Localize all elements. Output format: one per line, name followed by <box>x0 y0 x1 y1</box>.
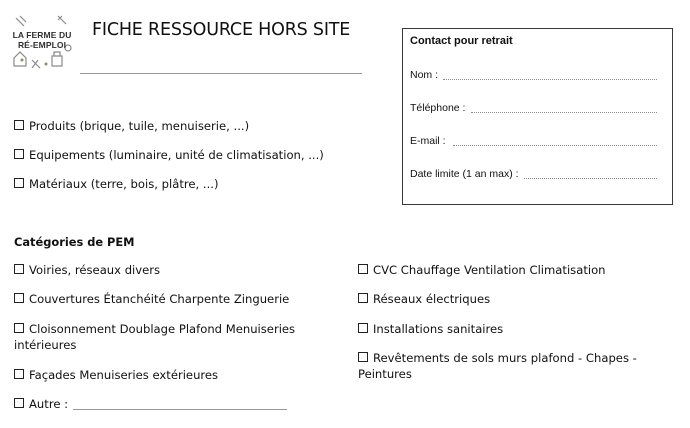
checkbox[interactable] <box>14 120 24 130</box>
contact-phone-field[interactable] <box>471 112 657 113</box>
checkbox[interactable] <box>14 293 24 303</box>
checkbox-label: Couvertures Étanchéité Charpente Zinguerie <box>29 292 290 306</box>
checkbox[interactable] <box>358 264 368 274</box>
category-roofing[interactable] <box>14 291 289 307</box>
resource-type-materials[interactable] <box>14 176 218 192</box>
logo-text-line1: LA FERME DU <box>12 30 72 40</box>
checkbox-label: Réseaux électriques <box>373 292 491 306</box>
checkbox[interactable] <box>14 178 24 188</box>
checkbox[interactable] <box>358 352 368 362</box>
checkbox-label: Cloisonnement Doublage Plafond Menuiseries intérieures <box>14 322 296 352</box>
category-facades[interactable] <box>14 367 218 383</box>
checkbox-label: Produits (brique, tuile, menuiserie, ...) <box>29 119 250 133</box>
category-partitioning[interactable] <box>14 321 299 353</box>
title-underline <box>80 73 362 74</box>
logo <box>10 12 74 76</box>
checkbox[interactable] <box>14 264 24 274</box>
resource-type-products[interactable] <box>14 118 249 134</box>
category-plumbing[interactable] <box>358 321 503 337</box>
checkbox[interactable] <box>14 369 24 379</box>
checkbox-label: Voiries, réseaux divers <box>29 263 161 277</box>
contact-email-label: E-mail : <box>410 135 446 147</box>
contact-box <box>402 28 673 205</box>
category-other[interactable] <box>14 396 68 412</box>
logo-text-line2: RÉ-EMPLOI <box>17 40 67 50</box>
checkbox[interactable] <box>14 323 24 333</box>
category-roads[interactable] <box>14 262 160 278</box>
checkbox[interactable] <box>358 293 368 303</box>
checkbox-label: Autre : <box>29 397 69 411</box>
contact-name-field[interactable] <box>443 79 657 80</box>
checkbox-label: Matériaux (terre, bois, plâtre, ...) <box>29 177 219 191</box>
category-coverings[interactable] <box>358 350 648 382</box>
contact-name-label: Nom : <box>410 69 439 81</box>
checkbox-label: Installations sanitaires <box>373 322 504 336</box>
contact-deadline-label: Date limite (1 an max) : <box>410 168 519 180</box>
checkbox-label: Equipements (luminaire, unité de climatisation, ...) <box>29 148 324 162</box>
checkbox-label: Revêtements de sols murs plafond - Chapes - Peintures <box>358 351 637 381</box>
other-input-line[interactable] <box>73 409 287 410</box>
category-hvac[interactable] <box>358 262 606 278</box>
contact-deadline-field[interactable] <box>524 178 657 179</box>
contact-email-field[interactable] <box>453 145 657 146</box>
checkbox[interactable] <box>14 149 24 159</box>
contact-phone-label: Téléphone : <box>410 102 466 114</box>
checkbox[interactable] <box>358 323 368 333</box>
checkbox-label: CVC Chauffage Ventilation Climatisation <box>373 263 606 277</box>
page-title: FICHE RESSOURCE HORS SITE <box>92 20 351 40</box>
checkbox[interactable] <box>14 398 24 408</box>
categories-title: Catégories de PEM <box>14 235 135 249</box>
checkbox-label: Façades Menuiseries extérieures <box>29 368 219 382</box>
contact-title: Contact pour retrait <box>410 35 513 47</box>
resource-type-equipment[interactable] <box>14 147 324 163</box>
category-electrical[interactable] <box>358 291 490 307</box>
